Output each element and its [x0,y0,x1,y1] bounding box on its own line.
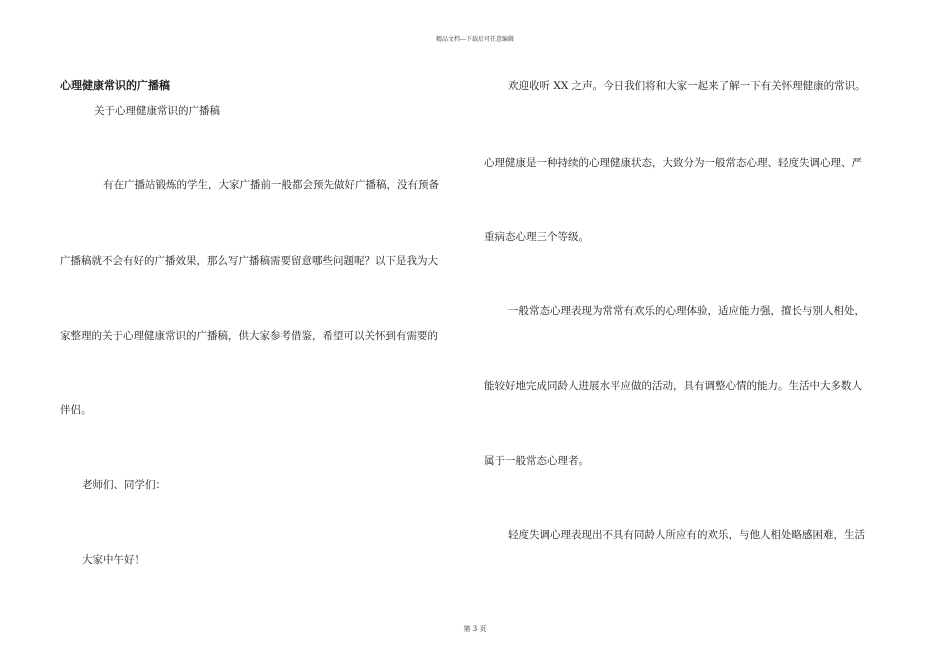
body-line: 能较好地完成同龄人进展水平应做的活动，具有调整心情的能力。生活中大多数人 [484,380,862,392]
intro-line: 广播稿就不会有好的广播效果，那么写广播稿需要留意哪些问题呢？以下是我为大 [60,255,438,267]
salutation: 老师们、同学们： [82,479,166,491]
body-line: 欢迎收听 XX 之声。今日我们将和大家一起来了解一下有关怀理健康的常识。 [508,80,866,92]
document-title: 心理健康常识的广播稿 [60,79,170,92]
body-line: 一般常态心理表现为常常有欢乐的心理体验，适应能力强，擅长与别人相处， [508,305,865,317]
body-line: 轻度失调心理表现出不具有同龄人所应有的欢乐，与他人相处略感困难，生活 [508,529,865,541]
document-subtitle: 关于心理健康常识的广播稿 [94,105,220,117]
body-line: 心理健康是一种持续的心理健康状态，大致分为一般常态心理、轻度失调心理、严 [484,157,862,169]
intro-line: 伴侣。 [60,404,92,416]
page-header: 精品文档---下载后可任意编辑 [435,36,515,43]
greeting: 大家中午好！ [82,554,145,566]
intro-line: 家整理的关于心理健康常识的广播稿，供大家参考借鉴，希望可以关怀到有需要的 [60,330,438,342]
page-number: 第 3 页 [463,625,487,633]
body-line: 属于一般常态心理者。 [484,455,589,467]
intro-line: 有在广播站锻炼的学生，大家广播前一般都会预先做好广播稿，没有预备 [103,179,439,191]
body-line: 重病态心理三个等级。 [484,231,589,243]
